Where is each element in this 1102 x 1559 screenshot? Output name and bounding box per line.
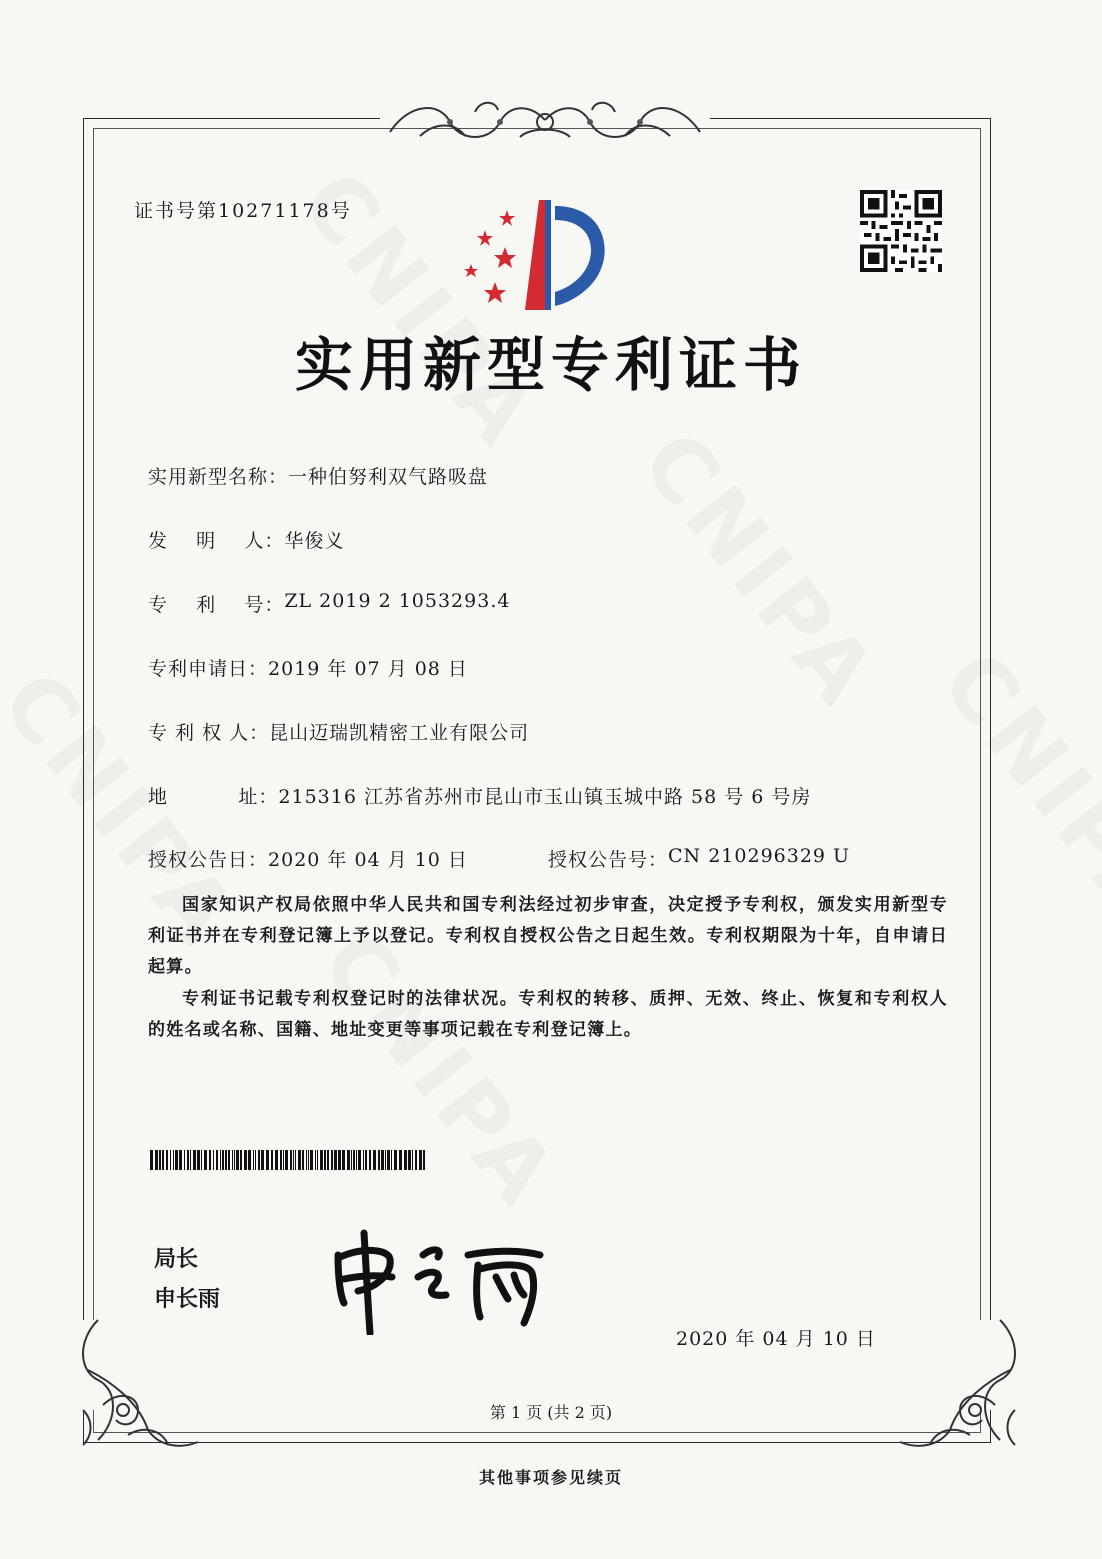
- field-label: 地 址：: [148, 786, 279, 808]
- field-grant-date: [148, 845, 468, 872]
- field-patent-number: [148, 590, 510, 617]
- director-name: 申长雨: [154, 1287, 221, 1312]
- field-label: 授权公告号：: [548, 849, 669, 871]
- field-value: 2020 年 04 月 10 日: [268, 849, 468, 871]
- field-grant-publication-number: [548, 845, 850, 872]
- field-inventor: [148, 526, 344, 553]
- handwritten-signature: [318, 1225, 558, 1335]
- certificate-title: 实用新型专利证书: [294, 331, 807, 399]
- field-label: 授权公告日：: [148, 849, 269, 871]
- field-value: 2019 年 07 月 08 日: [268, 658, 468, 680]
- field-patentee: [148, 718, 529, 745]
- field-label: 专 利 号：: [148, 594, 285, 616]
- field-label: 发 明 人：: [148, 530, 285, 552]
- field-address: [148, 782, 811, 809]
- field-value: 一种伯努利双气路吸盘: [288, 466, 489, 488]
- field-utility-model-name: [148, 462, 488, 489]
- field-value: CN 210296329 U: [668, 845, 851, 867]
- director-title: 局长: [154, 1247, 199, 1272]
- body-paragraph: 国家知识产权局依照中华人民共和国专利法经过初步审查，决定授予专利权，颁发实用新型专利证书并在专利登记簿上予以登记。专利权自授权公告之日起生效。专利权期限为十年，自申请日起算。: [148, 895, 948, 977]
- floral-ornament-icon: [68, 1310, 218, 1460]
- field-label: 实用新型名称：: [148, 466, 289, 488]
- field-value: 215316 江苏省苏州市昆山市玉山镇玉城中路 58 号 6 号房: [278, 786, 812, 808]
- field-value: 华俊义: [284, 530, 345, 552]
- field-value: ZL 2019 2 1053293.4: [284, 590, 511, 612]
- qr-code-icon: [860, 190, 942, 272]
- field-label: 专 利 权 人：: [148, 722, 270, 744]
- floral-ornament-icon: [380, 92, 710, 152]
- field-value: 昆山迈瑞凯精密工业有限公司: [269, 722, 530, 744]
- certificate-number: 证书号第10271178号: [134, 200, 352, 222]
- field-filing-date: [148, 654, 468, 681]
- body-paragraph: 专利证书记载专利权登记时的法律状况。专利权的转移、质押、无效、终止、恢复和专利权人的姓名或名称、国籍、地址变更等事项记载在专利登记簿上。: [148, 989, 948, 1040]
- cnipa-logo-icon: [455, 192, 620, 314]
- floral-ornament-icon: [880, 1310, 1030, 1460]
- barcode-icon: [150, 1150, 427, 1170]
- footer-note: 其他事项参见续页: [478, 1468, 623, 1487]
- field-label: 专利申请日：: [148, 658, 269, 680]
- signature-date: 2020 年 04 月 10 日: [676, 1328, 876, 1350]
- page-indicator: 第 1 页 (共 2 页): [489, 1403, 613, 1422]
